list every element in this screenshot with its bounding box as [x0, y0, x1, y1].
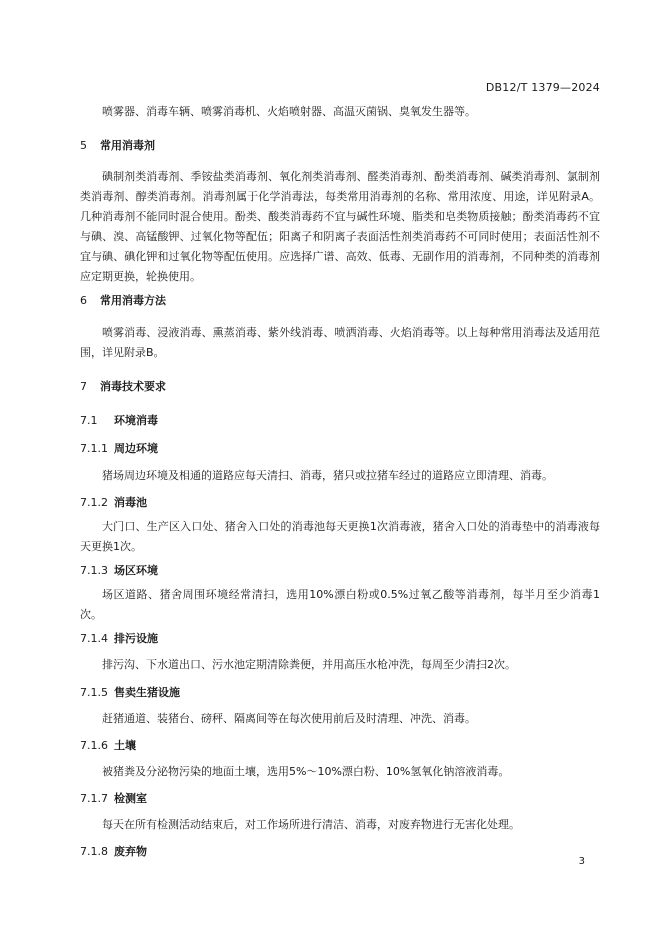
section-title: 土壤: [114, 739, 136, 752]
document-code: DB12/T 1379—2024: [485, 81, 600, 94]
paragraph-lab: 每天在所有检测活动结束后，对工作场所进行清洁、消毒，对废弃物进行无害化处理。: [102, 818, 520, 831]
section-number: 7.1.6: [80, 739, 108, 752]
section-heading-7-1-5: [80, 684, 180, 700]
section-heading-7-1-4: [80, 630, 158, 646]
section-title: 场区环境: [114, 564, 158, 577]
paragraph-soil: 被猪粪及分泌物污染的地面土壤，选用5%～10%漂白粉、10%氢氧化钠溶液消毒。: [102, 765, 510, 778]
section-heading-7-1-2: [80, 494, 147, 510]
section-heading-6: [80, 292, 166, 308]
section-number: 7.1.1: [80, 442, 108, 455]
paragraph-surroundings: 猪场周边环境及相通的道路应每天清扫、消毒，猪只或拉猪车经过的道路应立即清理、消毒。: [102, 469, 553, 482]
section-number: 7.1.4: [80, 632, 108, 645]
section-title: 排污设施: [114, 632, 158, 645]
section-heading-7-1-1: [80, 440, 158, 456]
page-number: 3: [578, 856, 585, 867]
paragraph-disinfection-pool: 大门口、生产区入口处、猪舍入口处的消毒池每天更换1次消毒液，猪舍入口处的消毒垫中的消毒液每天更换1次。: [80, 520, 600, 553]
section-heading-7: [80, 378, 166, 394]
section-heading-7-1-7: [80, 790, 147, 806]
paragraph-equipment: 喷雾器、消毒车辆、喷雾消毒机、火焰喷射器、高温灭菌锅、臭氧发生器等。: [102, 105, 476, 118]
paragraph-sales-facilities: 赶猪通道、装猪台、磅秤、隔离间等在每次使用前后及时清理、冲洗、消毒。: [102, 712, 476, 725]
section-heading-7-1-3: [80, 562, 158, 578]
section-number: 7.1.3: [80, 564, 108, 577]
section-number: 5: [80, 139, 87, 152]
section-heading-7-1-6: [80, 737, 136, 753]
section-heading-5: [80, 137, 155, 153]
section-title: 售卖生猪设施: [114, 686, 180, 699]
section-number: 7.1: [80, 414, 98, 427]
section-heading-7-1: [80, 412, 158, 428]
section-heading-7-1-8: [80, 843, 147, 859]
section-title: 周边环境: [114, 442, 158, 455]
section-title: 检测室: [114, 792, 147, 805]
paragraph-site-environment: 场区道路、猪舍周围环境经常清扫，选用10%漂白粉或0.5%过氧乙酸等消毒剂，每半月至少消毒1次。: [80, 588, 600, 621]
paragraph-methods: 喷雾消毒、浸液消毒、熏蒸消毒、紫外线消毒、喷洒消毒、火焰消毒等。以上每种常用消毒法及适用范围，详见附录B。: [80, 326, 600, 359]
section-number: 7.1.8: [80, 845, 108, 858]
section-number: 7.1.5: [80, 686, 108, 699]
section-title: 常用消毒方法: [100, 294, 166, 307]
section-title: 废弃物: [114, 845, 147, 858]
section-number: 6: [80, 294, 87, 307]
section-number: 7.1.7: [80, 792, 108, 805]
section-title: 常用消毒剂: [100, 139, 155, 152]
section-number: 7.1.2: [80, 496, 108, 509]
section-number: 7: [80, 380, 87, 393]
paragraph-sewage: 排污沟、下水道出口、污水池定期清除粪便，并用高压水枪冲洗，每周至少清扫2次。: [102, 658, 516, 671]
section-title: 环境消毒: [114, 414, 158, 427]
paragraph-disinfectants: 碘制剂类消毒剂、季铵盐类消毒剂、氧化剂类消毒剂、醛类消毒剂、酚类消毒剂、碱类消毒剂、氯制剂类消毒剂、醇类消毒剂。消毒剂属于化学消毒法，每类常用消毒剂的名称、常用浓度、用途，详见附录A。几种消毒剂不能同时混合使用。酚类、酸类消毒药不宜与碱性环境、脂类和皂类物质接触；酚类消毒药不宜与碘、溴、高锰酸钾、过氧化物等配伍；阳离子和阴离子表面活性剂类消毒药不可同时使用；表面活性剂不宜与碘、碘化钾和过氧化物等配伍使用。应选择广谱、高效、低毒、无副作用的消毒剂，不同种类的消毒剂应定期更换，轮换使用。: [80, 170, 600, 283]
section-title: 消毒技术要求: [100, 380, 166, 393]
section-title: 消毒池: [114, 496, 147, 509]
